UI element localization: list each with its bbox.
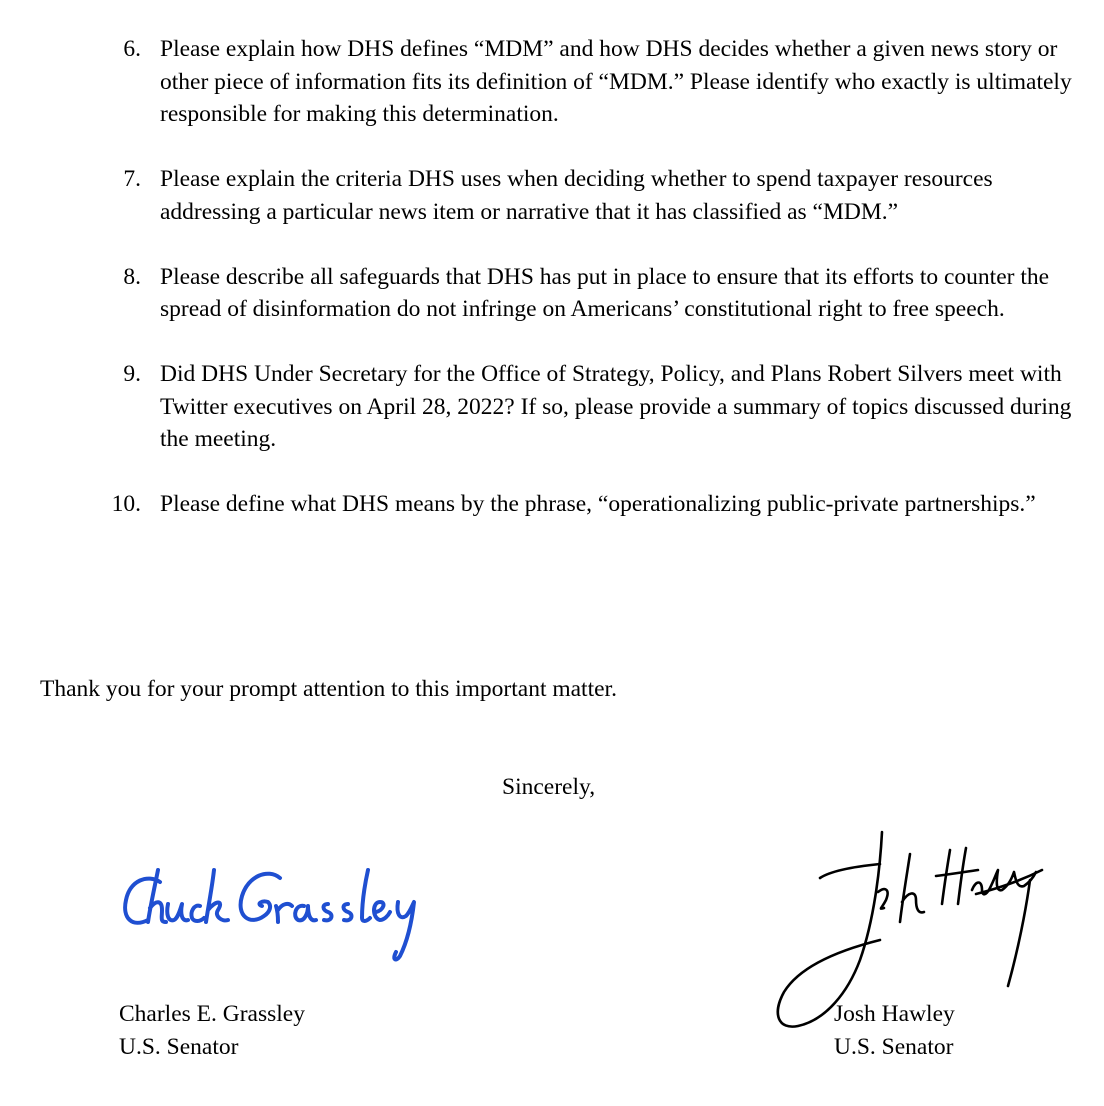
question-number: 6. — [123, 36, 141, 62]
signer-title: U.S. Senator — [119, 1033, 239, 1060]
sign-off: Sincerely, — [502, 774, 596, 800]
question-text: Please explain how DHS defines “MDM” and how DHS decides whether a given news story or other piece of information fits its definition of “MDM.” Please identify who exactly is ultimately responsible for making this determination. — [160, 36, 1072, 127]
signer-block-grassley — [119, 998, 305, 1063]
signer-name: Josh Hawley — [834, 1001, 955, 1027]
question-number: 7. — [123, 166, 141, 192]
question-text: Please describe all safeguards that DHS has put in place to ensure that its efforts to counter the spread of disinformation do not infringe on Americans’ constitutional right to free speech. — [160, 263, 1050, 322]
question-item — [0, 33, 1104, 131]
signer-block-hawley — [834, 998, 955, 1063]
question-text: Please explain the criteria DHS uses when deciding whether to spend taxpayer resources addressing a particular news item or narrative that it has classified as “MDM.” — [160, 166, 993, 225]
question-text: Did DHS Under Secretary for the Office of Strategy, Policy, and Plans Robert Silvers meet with Twitter executives on April 28, 2022? If so, please provide a summary of topics discussed during the meeting. — [160, 361, 1072, 452]
question-item — [0, 488, 1104, 521]
question-number: 10. — [111, 491, 141, 517]
signer-title: U.S. Senator — [834, 1033, 954, 1060]
question-text: Please define what DHS means by the phrase, “operationalizing public-private partnerships.” — [160, 491, 1036, 517]
grassley-signature — [118, 860, 438, 970]
question-item — [0, 358, 1104, 456]
question-list — [0, 33, 1104, 553]
question-item — [0, 163, 1104, 228]
question-item — [0, 261, 1104, 326]
signer-name: Charles E. Grassley — [119, 1001, 305, 1027]
closing-sentence: Thank you for your prompt attention to this important matter. — [40, 676, 617, 702]
question-number: 9. — [123, 361, 141, 387]
question-number: 8. — [123, 263, 141, 290]
